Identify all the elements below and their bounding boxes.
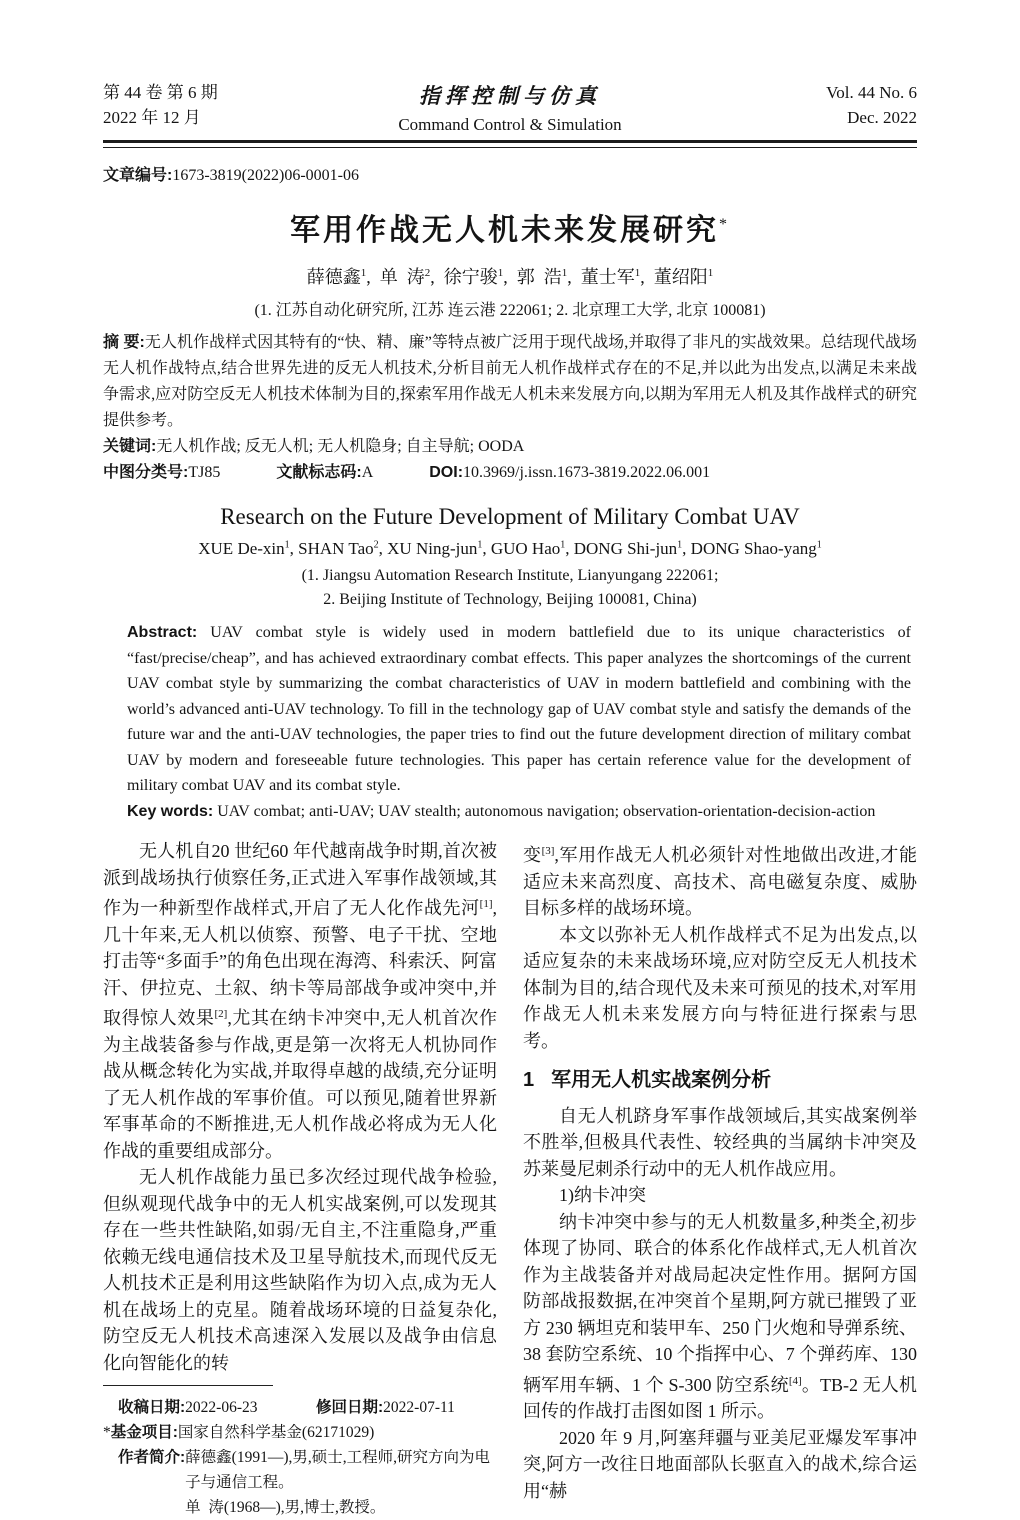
citation-ref: [2] (214, 1008, 228, 1020)
title-footnote-mark: * (719, 216, 730, 233)
authors-cn (103, 263, 917, 289)
author-en: XU Ning-jun$^1$, (387, 539, 491, 558)
abstract-en-text: UAV combat style is widely used in modern battlefield due to its unique characteristics of “fast/precise/cheap”, and has achieved extraordinary combat effects. This paper analyzes the shortcomings of the current UAV combat style by summarizing the combat characteristics of UAV in modern battlefield and combining with the world’s advanced anti-UAV technology. To fill in the technology gap of UAV combat style and satisfy the demands of the future war and the anti-UAV technologies, the paper tries to find out the future development direction of military combat UAV by modern and foreseeable future technologies. This paper has certain reference value for the development of military combat UAV and its combat style. (127, 624, 911, 794)
article-number (103, 162, 917, 185)
bio-content (185, 1445, 497, 1520)
citation-ref: [4] (788, 1374, 802, 1387)
authors-en (103, 539, 917, 559)
section-number: 1 (523, 1069, 535, 1091)
keywords-cn-label: 关键词: (103, 438, 157, 455)
bio-line: 薛德鑫(1991—),男,硕士,工程师,研究方向为电子与通信工程。 (185, 1449, 490, 1491)
article-title-text: 军用作战无人机未来发展研究 (290, 214, 719, 247)
author-cn: 董绍阳$^1$ (653, 267, 714, 287)
bio-line: 单 涛(1968—),男,博士,教授。 (185, 1499, 386, 1516)
fund-project: *基金项目:国家自然科学基金(62171029) (103, 1424, 375, 1441)
author-cn: 郭 浩$^1$, (516, 267, 577, 287)
volume-issue-en: Vol. 44 No. 6 (826, 83, 917, 102)
body-paragraph: 变[3],军用作战无人机必须针对性地做出改进,才能适应未来高烈度、高技术、高电磁复杂度、威胁目标多样的战场环境。 (523, 845, 918, 918)
footnote-block (103, 1385, 497, 1520)
header-right (727, 80, 917, 130)
footnote-dates (103, 1395, 497, 1420)
body-columns (103, 838, 917, 1520)
keywords-en-label: Key words: (127, 802, 214, 820)
body-paragraph: 本文以弥补无人机作战样式不足为出发点,以适应复杂的未来战场环境,应对防空反无人机技术体制为目的,结合现代及未来可预见的技术,对军用作战无人机未来发展方向与特征进行探索与思考。 (523, 924, 917, 1051)
header-center (293, 80, 727, 135)
doi: DOI:10.3969/j.issn.1673-3819.2022.06.001 (429, 464, 711, 481)
author-bio (103, 1445, 497, 1520)
affiliation-en-line1: (1. Jiangsu Automation Research Institute, Lianyungang 222061; (301, 567, 719, 584)
citation-ref: [3] (541, 845, 555, 857)
author-en: SHAN Tao$^2$, (298, 539, 388, 558)
citation-ref: [1] (479, 898, 493, 910)
keywords-cn (103, 434, 917, 460)
abstract-cn (103, 330, 917, 434)
abstract-en-label: Abstract: (127, 624, 198, 641)
body-paragraph: 自无人机跻身军事作战领域后,其实战案例举不胜举,但极具代表性、较经典的当属纳卡冲突及苏莱曼尼刺杀行动中的无人机作战应用。 (523, 1105, 917, 1179)
left-column (103, 838, 497, 1520)
keywords-en-text: UAV combat; anti-UAV; UAV stealth; autonomous navigation; observation-orientation-decision-action (213, 802, 876, 820)
body-paragraph: 1)纳卡冲突 (559, 1185, 646, 1205)
right-column (523, 838, 917, 1520)
fund-star: * (103, 1424, 111, 1441)
author-cn: 董士军$^1$, (580, 267, 650, 287)
revised-date: 修回日期:2022-07-11 (316, 1399, 455, 1416)
article-number-value: 1673-3819(2022)06-0001-06 (172, 167, 359, 184)
section-heading-1 (523, 1067, 917, 1094)
author-en: DONG Shao-yang$^1$ (690, 539, 822, 558)
abstract-cn-text: 无人机作战样式因其特有的“快、精、廉”等特点被广泛用于现代战场,并取得了非凡的实战效果。总结现代战场无人机作战特点,结合世界先进的反无人机技术,分析目前无人机作战样式存在的不足,并以此为出发点,以满足未来战争需求,应对防空反无人机技术体制为目的,探索军用作战无人机未来发展方向,以期为军用无人机及其作战样式的研究提供参考。 (103, 334, 917, 429)
journal-title-cn: 指挥控制与仿真 (419, 84, 601, 108)
clc-line (103, 460, 917, 486)
affiliation-en-line2: 2. Beijing Institute of Technology, Beijing 100081, China) (323, 591, 697, 608)
author-en: DONG Shi-jun$^1$, (573, 539, 691, 558)
document-code: 文献标志码:A (276, 464, 374, 481)
body-paragraph: 2020 年 9 月,阿塞拜疆与亚美尼亚爆发军事冲突,阿方一改往日地面部队长驱直入的战术,综合运用“赫 (523, 1427, 917, 1501)
date-en: Dec. 2022 (847, 108, 917, 127)
abstract-cn-label: 摘 要: (103, 334, 145, 351)
author-cn: 薛德鑫$^1$, (306, 267, 376, 287)
keywords-en (127, 799, 911, 825)
date-cn: 2022 年 12 月 (103, 108, 201, 127)
header-left (103, 80, 293, 130)
affiliation-cn: (1. 江苏自动化研究所, 江苏 连云港 222061; 2. 北京理工大学, 北京 100081) (254, 302, 766, 319)
abstract-en (127, 620, 911, 799)
article-title-cn (103, 205, 917, 249)
article-title-en: Research on the Future Development of Military Combat UAV (220, 504, 800, 529)
clc-number: 中图分类号:TJ85 (103, 464, 221, 481)
received-date: 收稿日期:2022-06-23 (118, 1399, 258, 1416)
author-cn: 单 涛$^2$, (379, 267, 440, 287)
keywords-cn-text: 无人机作战; 反无人机; 无人机隐身; 自主导航; OODA (156, 438, 525, 455)
affiliation-en (103, 564, 917, 612)
body-paragraph: 纳卡冲突中参与的无人机数量多,种类全,初步体现了协同、联合的体系化作战样式,无人机首次作为主战装备并对战局起决定性作用。据阿方国防部战报数据,在冲突首个星期,阿方就已摧毁了亚方 230 辆坦克和装甲车、250 门火炮和导弹系统、38 套防空系统、10 个指挥中心、7 个弹药库、130 辆军用车辆、1 个 S-300 防空系统[4]。TB-2 无人机回传的作战打击图如图 1 所示。 (523, 1211, 917, 1421)
journal-header (103, 80, 917, 135)
header-divider (103, 140, 917, 148)
bio-label: 作者简介: (118, 1449, 186, 1466)
author-en: XUE De-xin$^1$, (198, 539, 299, 558)
body-paragraph: 无人机作战能力虽已多次经过现代战争检验,但纵观现代战争中的无人机实战案例,可以发现其存在一些共性缺陷,如弱/无自主,不注重隐身,严重依赖无线电通信技术及卫星导航技术,而现代反无人机技术正是利用这些缺陷作为切入点,成为无人机在战场上的克星。随着战场环境的日益复杂化,防空反无人机技术高速深入发展以及战争由信息化向智能化的转 (103, 1167, 497, 1373)
author-cn: 徐宁骏$^1$, (443, 267, 513, 287)
article-number-label: 文章编号: (103, 167, 173, 184)
journal-title-en: Command Control & Simulation (398, 115, 622, 134)
footnote-rule (103, 1385, 273, 1386)
section-title: 军用无人机实战案例分析 (551, 1069, 772, 1091)
author-en: GUO Hao$^1$, (490, 539, 574, 558)
body-paragraph: 无人机自20 世纪60 年代越南战争时期,首次被派到战场执行侦察任务,正式进入军事作战领域,其作为一种新型作战样式,开启了无人化作战先河[1],几十年来,无人机以侦察、预警、电子干扰、空地打击等“多面手”的角色出现在海湾、科索沃、阿富汗、伊拉克、土叙、纳卡等局部战争或冲突中,并取得惊人效果[2],尤其在纳卡冲突中,无人机首次作为主战装备参与作战,更是第一次将无人机协同作战从概念转化为实战,并取得卓越的战绩,充分证明了无人机作战的军事价值。可以预见,随着世界新军事革命的不断推进,无人机作战必将成为无人化作战的重要组成部分。 (103, 841, 498, 1161)
volume-issue-cn: 第 44 卷 第 6 期 (103, 83, 218, 102)
